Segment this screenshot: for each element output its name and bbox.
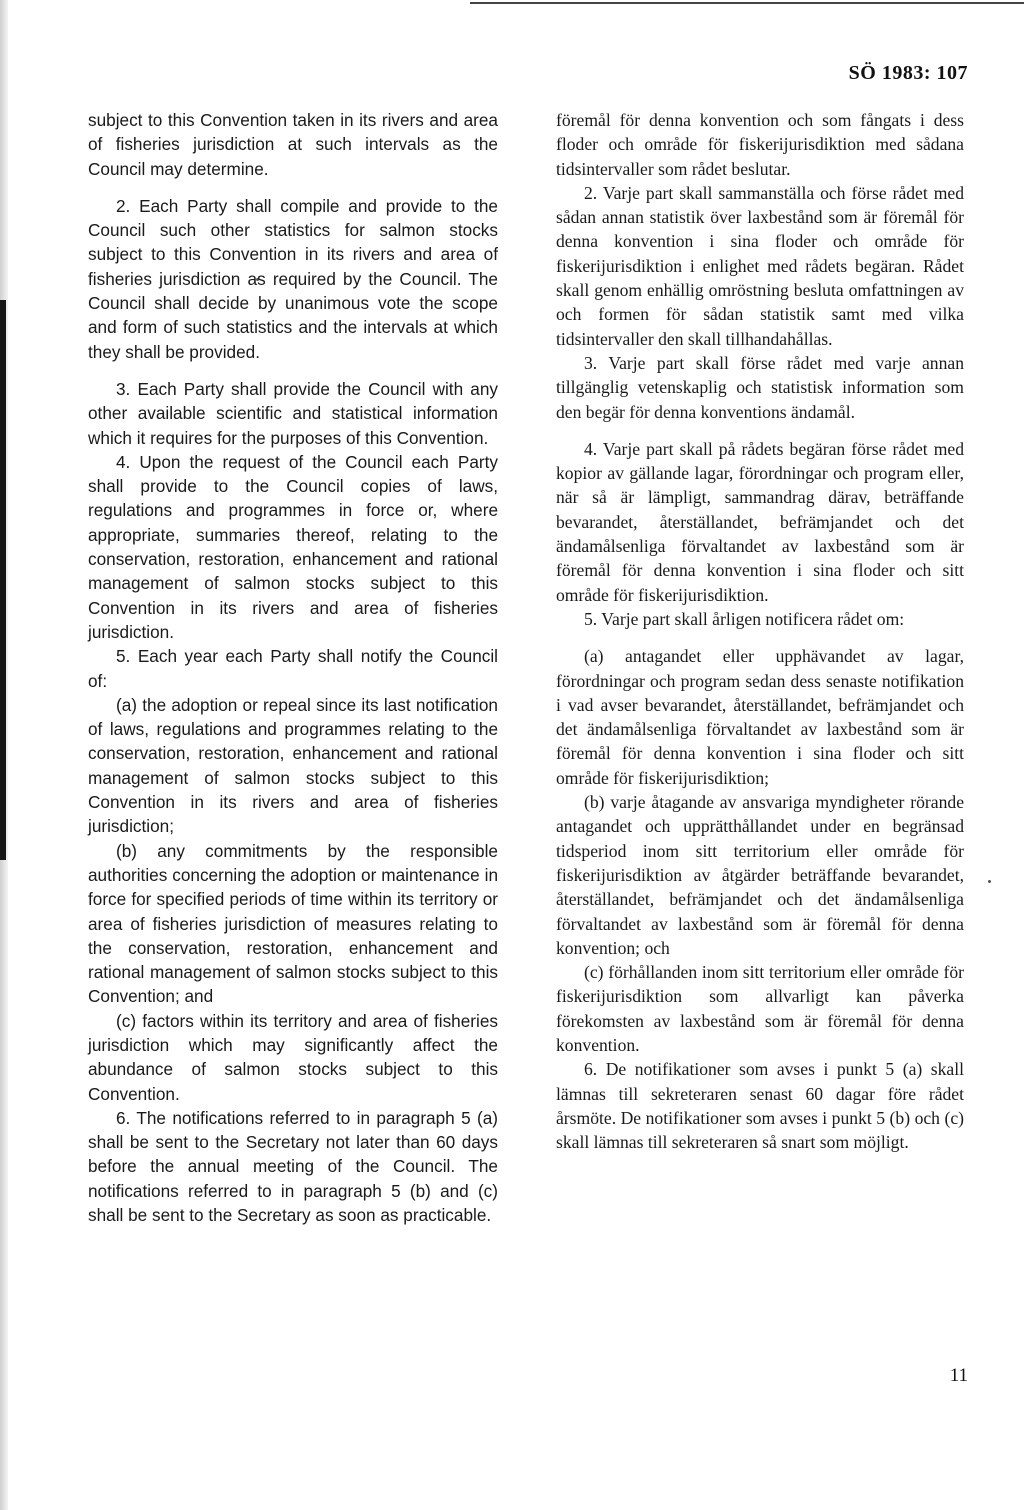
en-paragraph-3: 3. Each Party shall provide the Council with any other available scientific and statistical information which it requires for the purposes of this Convention. xyxy=(88,378,498,448)
scan-rule-top xyxy=(470,2,1024,4)
document-reference: SÖ 1983: 107 xyxy=(848,62,968,84)
sv-paragraph-intro: föremål för denna konvention och som fångats i dess floder och område för fiskerijurisdiktion med sådana tidsintervaller som rådet beslutar. xyxy=(556,110,964,179)
en-paragraph-5: 5. Each year each Party shall notify the Council of: xyxy=(88,646,498,691)
sv-paragraph-5: 5. Varje part skall årligen notificera rådet om: xyxy=(584,608,905,629)
en-paragraph-5b: (b) any commitments by the responsible authorities concerning the adoption or maintenance in force for specified periods of time within its territory or area of fisheries jurisdiction of measures relating to the conservation, restoration, enhancement and rational management of salmon stocks subject to this Convention; and xyxy=(88,840,498,1007)
scan-speck xyxy=(988,880,991,883)
sv-paragraph-5c: (c) förhållanden inom sitt territorium eller område för fiskerijurisdiktion som allvarligt kan påverka förekomsten av laxbestånd som är föremål för denna konvention. xyxy=(556,962,964,1055)
scan-binding-bar xyxy=(0,300,6,860)
sv-paragraph-3: 3. Varje part skall förse rådet med varje annan tillgänglig vetenskaplig och statistisk information som den begär för denna konventions ändamål. xyxy=(556,352,964,422)
english-column xyxy=(88,108,498,1227)
en-paragraph-5c: (c) factors within its territory and area of fisheries jurisdiction which may significantly affect the abundance of salmon stocks subject to this Convention. xyxy=(88,1010,498,1104)
sv-paragraph-5b: (b) varje åtagande av ansvariga myndigheter rörande antagandet och upprätthållandet under en begränsad tidsperiod inom sitt territorium eller område för fiskerijurisdiktion av åtgärder beträffande bevarandet, återställandet, befrämjandet och det ändamålsenliga förvaltandet av laxbestånd som är föremål för denna konvention; och xyxy=(556,792,964,958)
sv-paragraph-2: 2. Varje part skall sammanställa och förse rådet med sådan annan statistik över laxbestånd som är föremål för denna konvention i sina floder och område för fiskerijurisdiktion i enlighet med rådets begäran. Rådet skall genom enhällig omröstning besluta omfattningen av och formen för sådan statistik samt med vilka tidsintervaller den skall tillhandahållas. xyxy=(556,182,964,349)
sv-paragraph-6: 6. De notifikationer som avses i punkt 5 (a) skall lämnas till sekreteraren senast 60 dagar före rådet årsmöte. De notifikationer som avses i punkt 5 (b) och (c) skall lämnas till sekreteraren så snart som möjligt. xyxy=(556,1059,964,1153)
swedish-column xyxy=(556,108,964,1154)
sv-paragraph-5a: (a) antagandet eller upphävandet av lagar, förordningar och program sedan dess senaste notifikation i vad avser bevarandet, återställandet, befrämjandet och det ändamålsenliga förvaltandet av laxbestånd som är föremål för denna konvention i sina floder och sitt område för fiskerijurisdiktion; xyxy=(556,646,964,788)
en-paragraph-2: 2. Each Party shall compile and provide to the Council such other statistics for salmon stocks subject to this Convention in its rivers and area of fisheries jurisdiction as required by the Council. The Council shall decide by unanimous vote the scope and form of such statistics and the intervals at which they shall be provided. xyxy=(88,195,498,362)
en-paragraph-5a: (a) the adoption or repeal since its last notification of laws, regulations and programmes relating to the conservation, restoration, enhancement and rational management of salmon stocks subject to this Convention in its rivers and area of fisheries jurisdiction; xyxy=(88,694,498,837)
en-paragraph-6: 6. The notifications referred to in paragraph 5 (a) shall be sent to the Secretary not later than 60 days before the annual meeting of the Council. The notifications referred to in paragraph 5 (b) and (c) shall be sent to the Secretary as soon as practicable. xyxy=(88,1107,498,1226)
page-number: 11 xyxy=(949,1365,968,1386)
sv-paragraph-4: 4. Varje part skall på rådets begäran förse rådet med kopior av gällande lagar, förordningar och program eller, när så är lämpligt, sammandrag därav, beträffande bevarandet, återställandet, befrämjandet och det ändamålsenliga förvaltandet av laxbestånd som är föremål för denna konvention i sina floder och sitt område för fiskerijurisdiktion. xyxy=(556,438,964,605)
en-paragraph-4: 4. Upon the request of the Council each Party shall provide to the Council copies of laws, regulations and programmes in force or, where appropriate, summaries thereof, relating to the conservation, restoration, enhancement and rational management of salmon stocks subject to this Convention in its rivers and area of fisheries jurisdiction. xyxy=(88,451,498,642)
en-paragraph-intro: subject to this Convention taken in its rivers and area of fisheries jurisdiction at such intervals as the Council may determine. xyxy=(88,110,498,179)
